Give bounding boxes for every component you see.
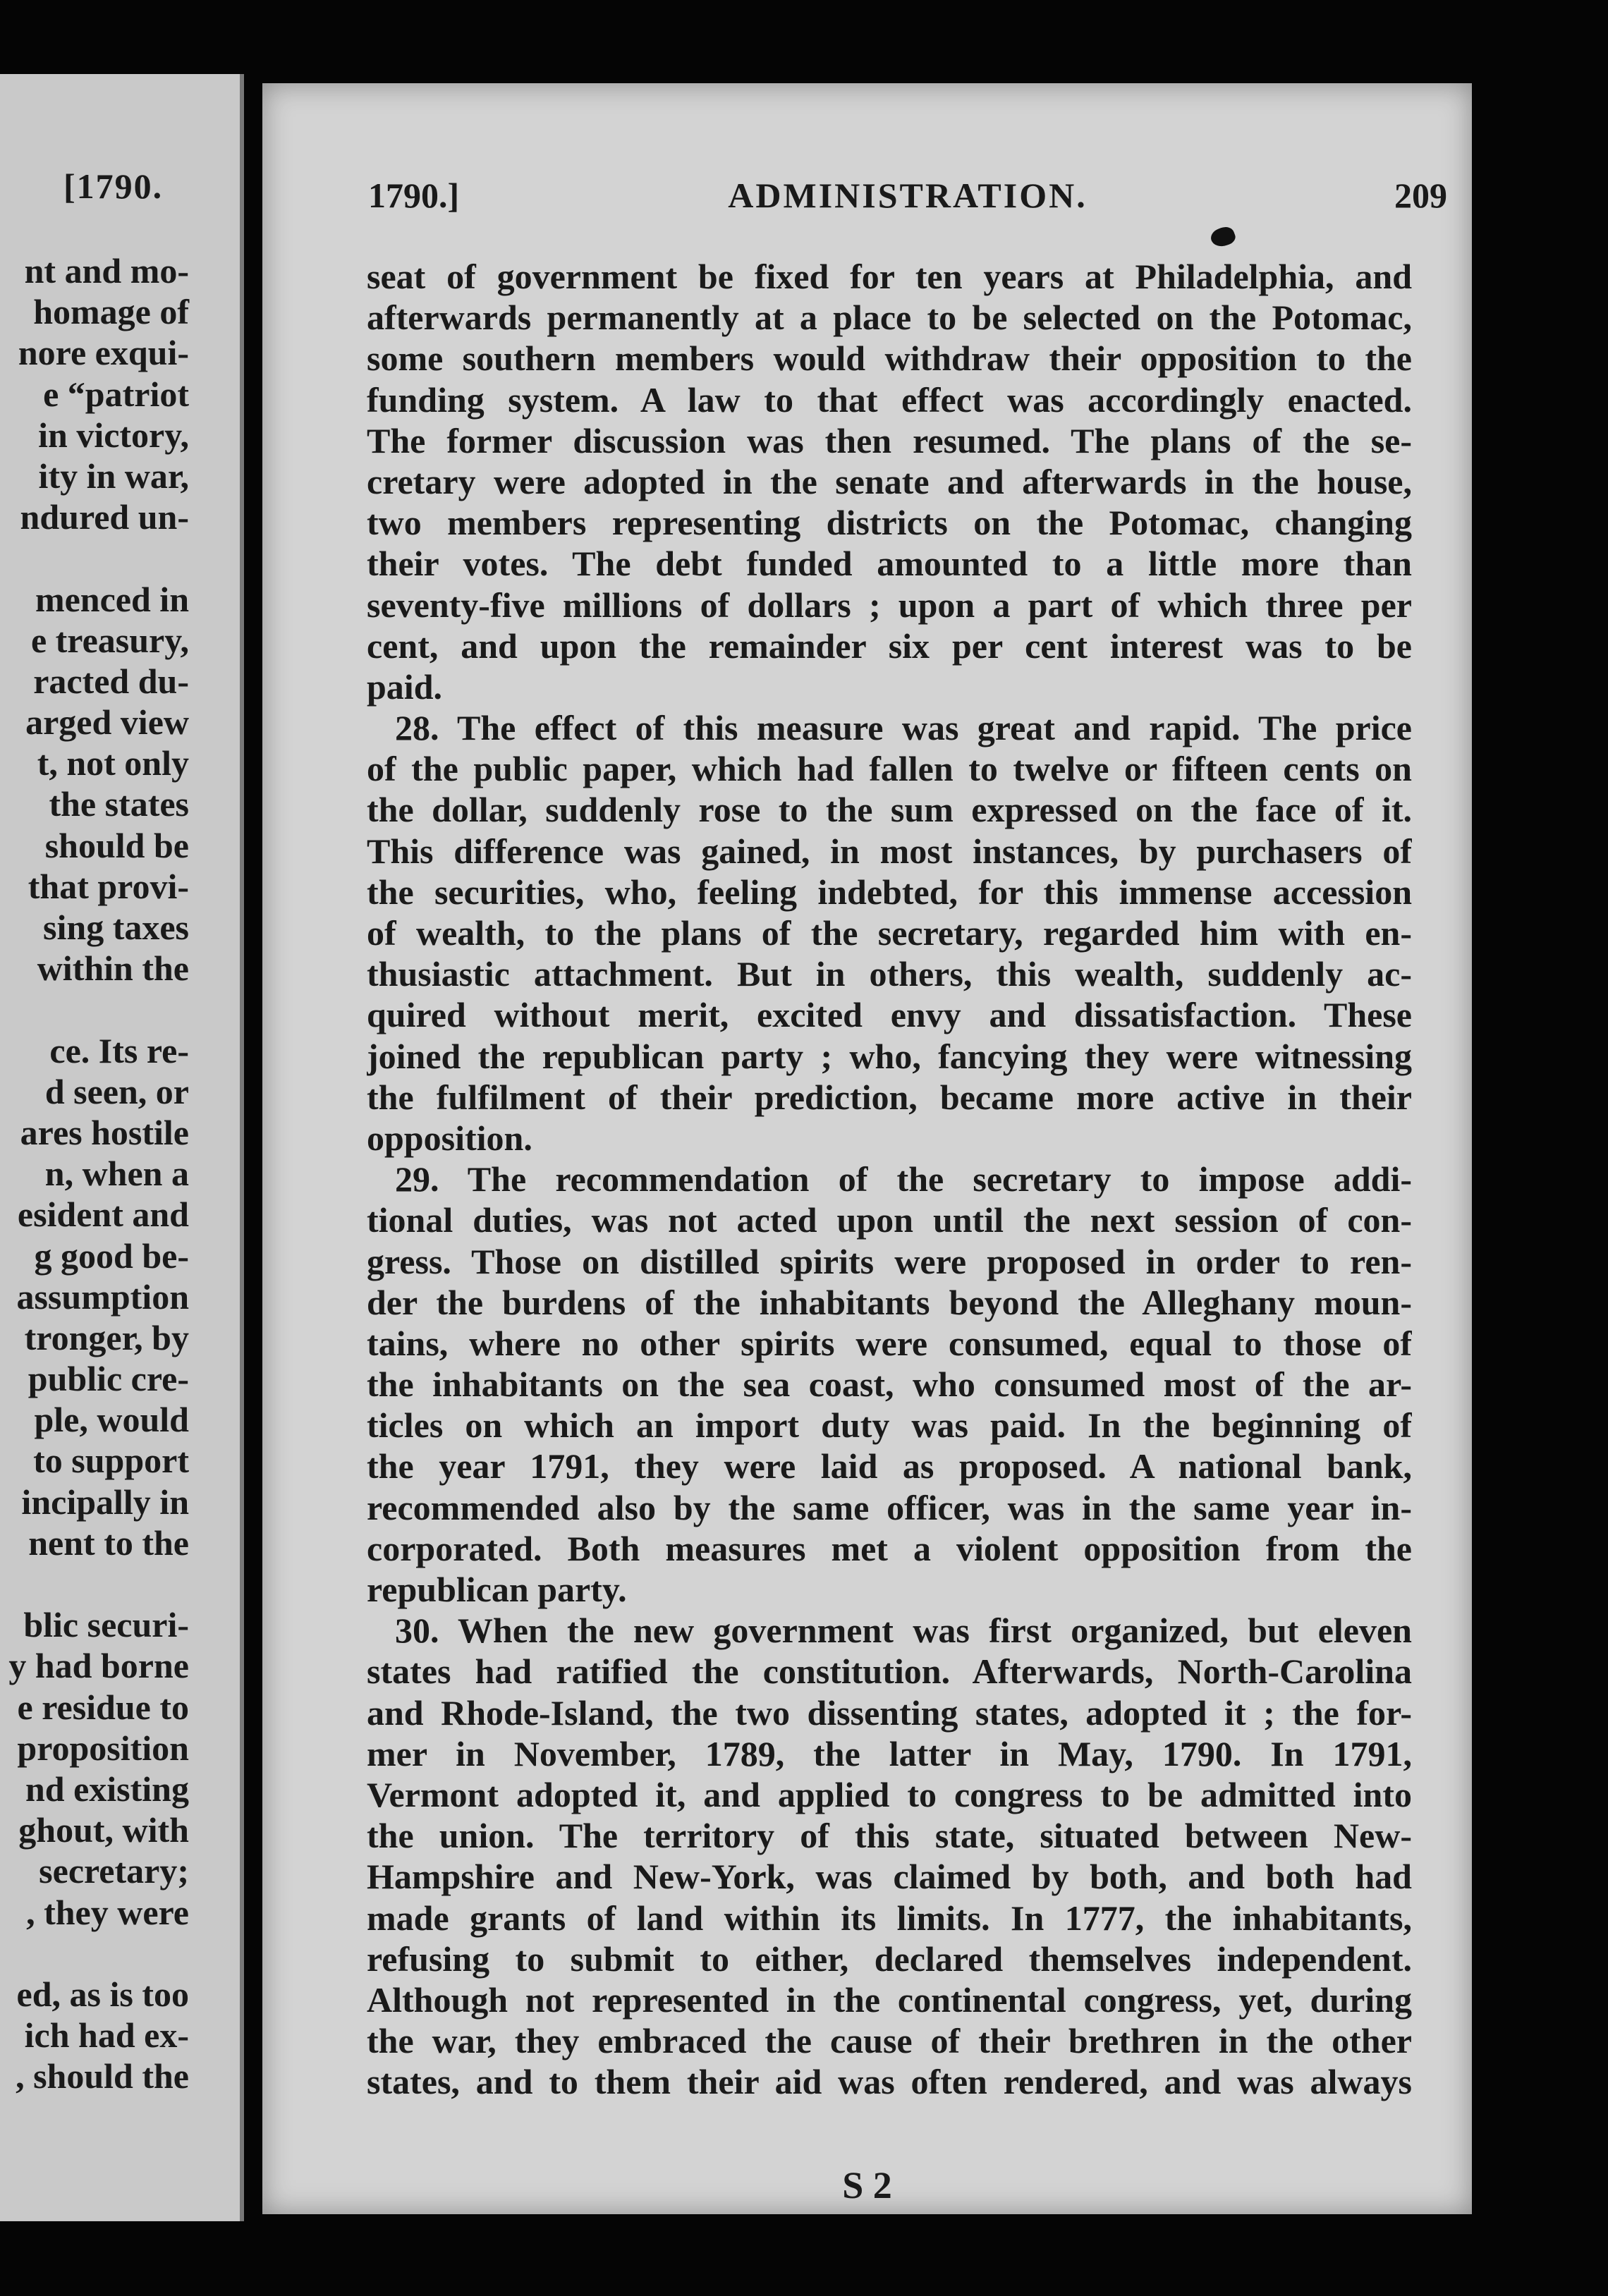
text-line: of the public paper, which had fallen to twelve or fifteen cents on bbox=[367, 749, 1412, 789]
left-text-line bbox=[0, 537, 189, 578]
text-line: opposition. bbox=[367, 1118, 532, 1158]
text-line: joined the republican party ; who, fancying they were witnessing bbox=[367, 1036, 1412, 1076]
header-title: ADMINISTRATION. bbox=[728, 176, 1088, 215]
left-text-line bbox=[0, 1563, 189, 1604]
text-line: thusiastic attachment. But in others, this wealth, suddenly ac- bbox=[367, 954, 1412, 994]
text-line: of wealth, to the plans of the secretary, regarded him with en- bbox=[367, 913, 1412, 953]
text-line: cent, and upon the remainder six per cent interest was to be bbox=[367, 625, 1412, 666]
left-text-line: ce. Its re- bbox=[49, 1030, 189, 1070]
left-text-line: should be bbox=[44, 825, 189, 865]
text-line: some southern members would withdraw their opposition to the bbox=[367, 338, 1412, 379]
left-text-line: incipally in bbox=[21, 1482, 189, 1522]
left-text-line: in victory, bbox=[38, 415, 189, 455]
left-text-line: homage of bbox=[33, 292, 189, 332]
left-text-line: within the bbox=[37, 948, 189, 989]
text-line: tional duties, was not acted upon until the next session of con- bbox=[367, 1200, 1412, 1240]
left-page-text bbox=[0, 250, 189, 2096]
left-text-line: ich had ex- bbox=[24, 2015, 189, 2056]
left-text-line: racted du- bbox=[33, 661, 189, 701]
left-text-line: ndured un- bbox=[20, 497, 189, 537]
left-text-line: esident and bbox=[17, 1195, 189, 1235]
text-line: and Rhode-Island, the two dissenting states, adopted it ; the for- bbox=[367, 1692, 1412, 1733]
left-text-line: t, not only bbox=[37, 743, 189, 783]
left-text-line: y had borne bbox=[8, 1646, 189, 1686]
left-text-line: e residue to bbox=[17, 1687, 189, 1727]
text-line: republican party. bbox=[367, 1570, 627, 1609]
text-line: seventy-five millions of dollars ; upon a part of which three per bbox=[367, 585, 1412, 625]
body-text bbox=[367, 256, 1412, 2102]
left-text-line: d seen, or bbox=[44, 1071, 189, 1111]
text-line: gress. Those on distilled spirits were proposed in order to ren- bbox=[367, 1241, 1412, 1281]
text-line: seat of government be fixed for ten years at Philadelphia, and bbox=[367, 257, 1412, 296]
left-text-line: e treasury, bbox=[30, 620, 189, 660]
left-text-line: ed, as is too bbox=[16, 1974, 189, 2014]
left-text-line: secretary; bbox=[39, 1851, 189, 1891]
text-line: the inhabitants on the sea coast, who consumed most of the ar- bbox=[367, 1364, 1412, 1405]
text-line: quired without merit, excited envy and dissatisfaction. These bbox=[367, 995, 1412, 1035]
text-line: der the burdens of the inhabitants beyond the Alleghany moun- bbox=[367, 1282, 1412, 1322]
text-line: their votes. The debt funded amounted to a little more than bbox=[367, 544, 1412, 584]
ink-blot bbox=[1209, 224, 1238, 250]
left-page-fragment bbox=[0, 74, 244, 2221]
text-line: the securities, who, feeling indebted, for this immense accession bbox=[367, 872, 1412, 912]
left-text-line: sing taxes bbox=[43, 908, 189, 947]
left-page-header: [1790. bbox=[63, 166, 164, 206]
text-line: afterwards permanently at a place to be selected on the Potomac, bbox=[367, 298, 1412, 338]
page-number: 209 bbox=[1394, 176, 1447, 215]
text-line: the fulfilment of their prediction, became more active in their bbox=[367, 1077, 1412, 1117]
text-line: states, and to them their aid was often rendered, and was always bbox=[367, 2062, 1412, 2102]
text-line: funding system. A law to that effect was accordingly enacted. bbox=[367, 379, 1412, 420]
text-line: the year 1791, they were laid as proposed. A national bank, bbox=[367, 1446, 1412, 1486]
left-text-line: nent to the bbox=[28, 1522, 189, 1563]
left-text-line: g good be- bbox=[34, 1235, 189, 1276]
left-text-line: menced in bbox=[35, 579, 189, 619]
text-line: corporated. Both measures met a violent opposition from the bbox=[367, 1528, 1412, 1568]
text-line: tains, where no other spirits were consumed, equal to those of bbox=[367, 1323, 1412, 1363]
left-text-line: n, when a bbox=[44, 1154, 189, 1194]
text-line: two members representing districts on the Potomac, changing bbox=[367, 503, 1412, 543]
left-text-line: ity in war, bbox=[38, 456, 189, 496]
text-line: Hampshire and New-York, was claimed by both, and both had bbox=[367, 1857, 1412, 1897]
left-text-line: , they were bbox=[26, 1892, 189, 1932]
text-line: Vermont adopted it, and applied to congress to be admitted into bbox=[367, 1774, 1412, 1814]
left-text-line: nd existing bbox=[25, 1769, 189, 1809]
left-text-line: ghout, with bbox=[18, 1810, 189, 1850]
text-line: states had ratified the constitution. Afterwards, North-Carolina bbox=[367, 1651, 1412, 1692]
left-text-line: arged view bbox=[25, 702, 189, 743]
left-text-line: tronger, by bbox=[24, 1317, 189, 1357]
text-line: refusing to submit to either, declared themselves independent. bbox=[367, 1938, 1412, 1979]
left-text-line: proposition bbox=[17, 1728, 189, 1768]
text-line: 29. The recommendation of the secretary to impose addi- bbox=[395, 1159, 1412, 1199]
text-line: made grants of land within its limits. In 1777, the inhabitants, bbox=[367, 1898, 1412, 1938]
text-line: The former discussion was then resumed. The plans of the se- bbox=[367, 420, 1412, 460]
header-year: 1790.] bbox=[368, 176, 460, 215]
text-line: ticles on which an import duty was paid. In the beginning of bbox=[367, 1405, 1412, 1446]
left-text-line: blic securi- bbox=[23, 1605, 189, 1645]
text-line: recommended also by the same officer, was in the same year in- bbox=[367, 1487, 1412, 1527]
text-line: 28. The effect of this measure was great and rapid. The price bbox=[395, 708, 1412, 748]
left-text-line: , should the bbox=[16, 2056, 189, 2096]
text-line: the war, they embraced the cause of their brethren in the other bbox=[367, 2021, 1412, 2061]
left-text-line: e “patriot bbox=[43, 374, 189, 414]
left-text-line: ares hostile bbox=[20, 1112, 189, 1152]
left-text-line: nt and mo- bbox=[24, 251, 189, 291]
left-text-line: assumption bbox=[16, 1276, 189, 1317]
left-text-line: ple, would bbox=[34, 1400, 189, 1440]
signature-mark: S 2 bbox=[842, 2164, 892, 2206]
text-line: Although not represented in the continental congress, yet, during bbox=[367, 1979, 1412, 2020]
left-text-line: public cre- bbox=[28, 1359, 189, 1399]
running-head bbox=[368, 175, 1447, 224]
text-line: the dollar, suddenly rose to the sum expressed on the face of it. bbox=[367, 790, 1412, 830]
left-text-line bbox=[0, 1933, 189, 1974]
left-text-line bbox=[0, 989, 189, 1030]
left-text-line: that provi- bbox=[28, 866, 189, 906]
text-line: This difference was gained, in most instances, by purchasers of bbox=[367, 831, 1412, 871]
text-line: 30. When the new government was first organized, but eleven bbox=[395, 1611, 1412, 1651]
text-line: paid. bbox=[367, 666, 443, 707]
left-text-line: to support bbox=[33, 1441, 189, 1481]
left-text-line: the states bbox=[49, 784, 189, 824]
left-text-line: nore exqui- bbox=[18, 333, 189, 373]
text-line: mer in November, 1789, the latter in May, 1790. In 1791, bbox=[367, 1733, 1412, 1773]
text-line: cretary were adopted in the senate and afterwards in the house, bbox=[367, 461, 1412, 501]
text-line: the union. The territory of this state, situated between New- bbox=[367, 1816, 1412, 1856]
right-page bbox=[262, 83, 1472, 2214]
